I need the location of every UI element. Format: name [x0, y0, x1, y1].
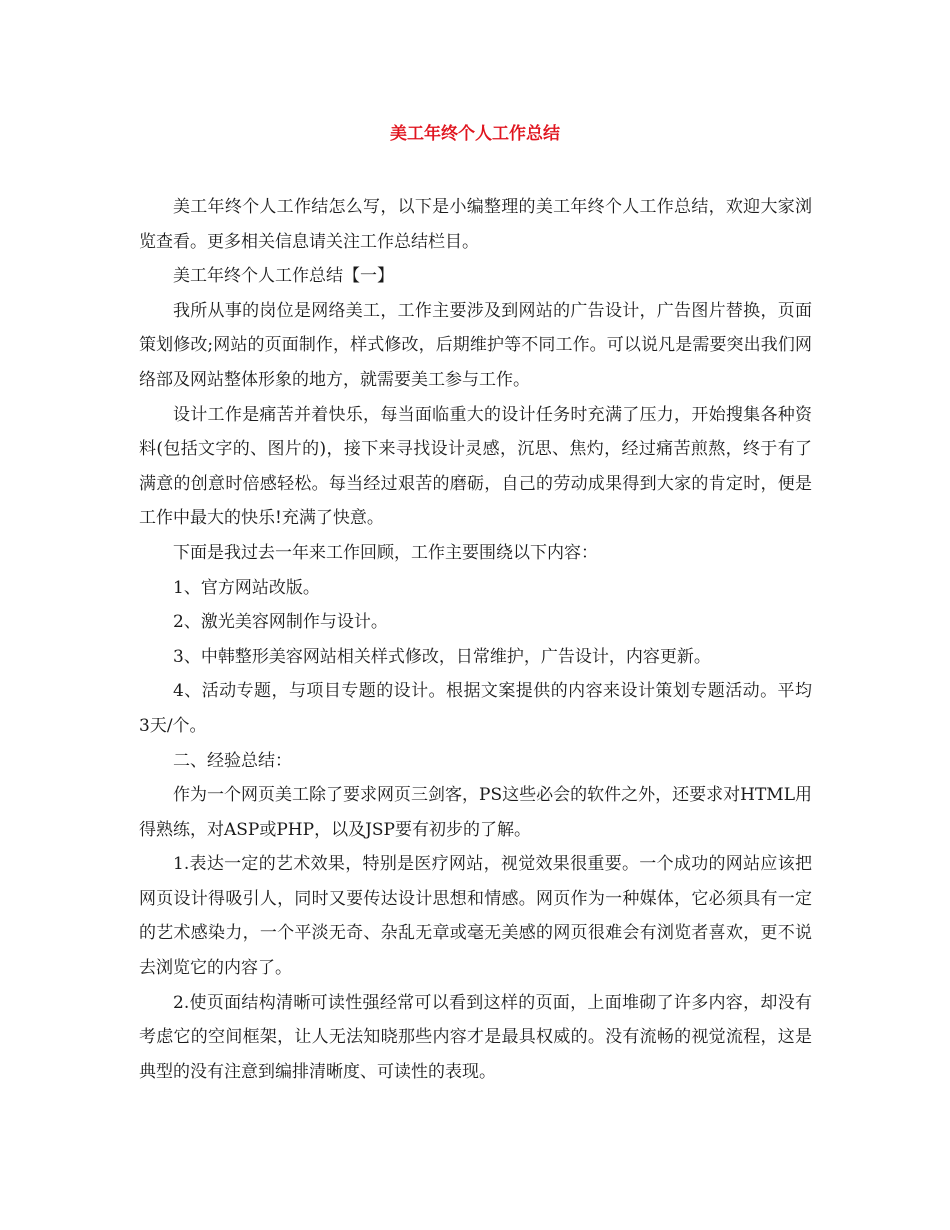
- paragraph-review-intro: 下面是我过去一年来工作回顾，工作主要围绕以下内容：: [173, 542, 598, 563]
- section-heading-one: 美工年终个人工作总结【一】: [173, 266, 394, 287]
- list-item-3: 3、中韩整形美容网站相关样式修改，日常维护，广告设计，内容更新。: [173, 646, 711, 667]
- paragraph-skills: 作为一个网页美工除了要求网页三剑客，PS这些必会的软件之外，还要求对HTML用得熟练，对ASP或PHP，以及JSP要有初步的了解。: [139, 785, 812, 840]
- paragraph-intro: 美工年终个人工作结怎么写，以下是小编整理的美工年终个人工作总结，欢迎大家浏览查看。更多相关信息请关注工作总结栏目。: [139, 197, 812, 252]
- paragraph-design-work: 设计工作是痛苦并着快乐，每当面临重大的设计任务时充满了压力，开始搜集各种资料(包括文字的、图片的)，接下来寻找设计灵感，沉思、焦灼，经过痛苦煎熬，终于有了满意的创意时倍感轻松。每当经过艰苦的磨砺，自己的劳动成果得到大家的肯定时，便是工作中最大的快乐!充满了快意。: [139, 404, 812, 529]
- document-title: 美工年终个人工作总结: [390, 124, 560, 144]
- paragraph-job-role: 我所从事的岗位是网络美工，工作主要涉及到网站的广告设计，广告图片替换，页面策划修改;网站的页面制作，样式修改，后期维护等不同工作。可以说凡是需要突出我们网络部及网站整体形象的地方，就需要美工参与工作。: [139, 300, 812, 390]
- paragraph-point-2: 2.使页面结构清晰可读性强经常可以看到这样的页面，上面堆砌了许多内容，却没有考虑它的空间框架，让人无法知晓那些内容才是最具权威的。没有流畅的视觉流程，这是典型的没有注意到编排清晰度、可读性的表现。: [139, 992, 812, 1082]
- list-item-1: 1、官方网站改版。: [173, 577, 320, 598]
- section-heading-experience: 二、经验总结：: [173, 750, 292, 771]
- list-item-4: 4、活动专题，与项目专题的设计。根据文案提供的内容来设计策划专题活动。平均 3天/个。: [139, 681, 812, 736]
- paragraph-point-1: 1.表达一定的艺术效果，特别是医疗网站，视觉效果很重要。一个成功的网站应该把网页设计得吸引人，同时又要传达设计思想和情感。网页作为一种媒体，它必须具有一定的艺术感染力，一个平淡无奇、杂乱无章或毫无美感的网页很难会有浏览者喜欢，更不说去浏览它的内容了。: [139, 854, 812, 979]
- list-item-2: 2、激光美容网制作与设计。: [173, 612, 388, 633]
- document-body: [139, 190, 812, 1089]
